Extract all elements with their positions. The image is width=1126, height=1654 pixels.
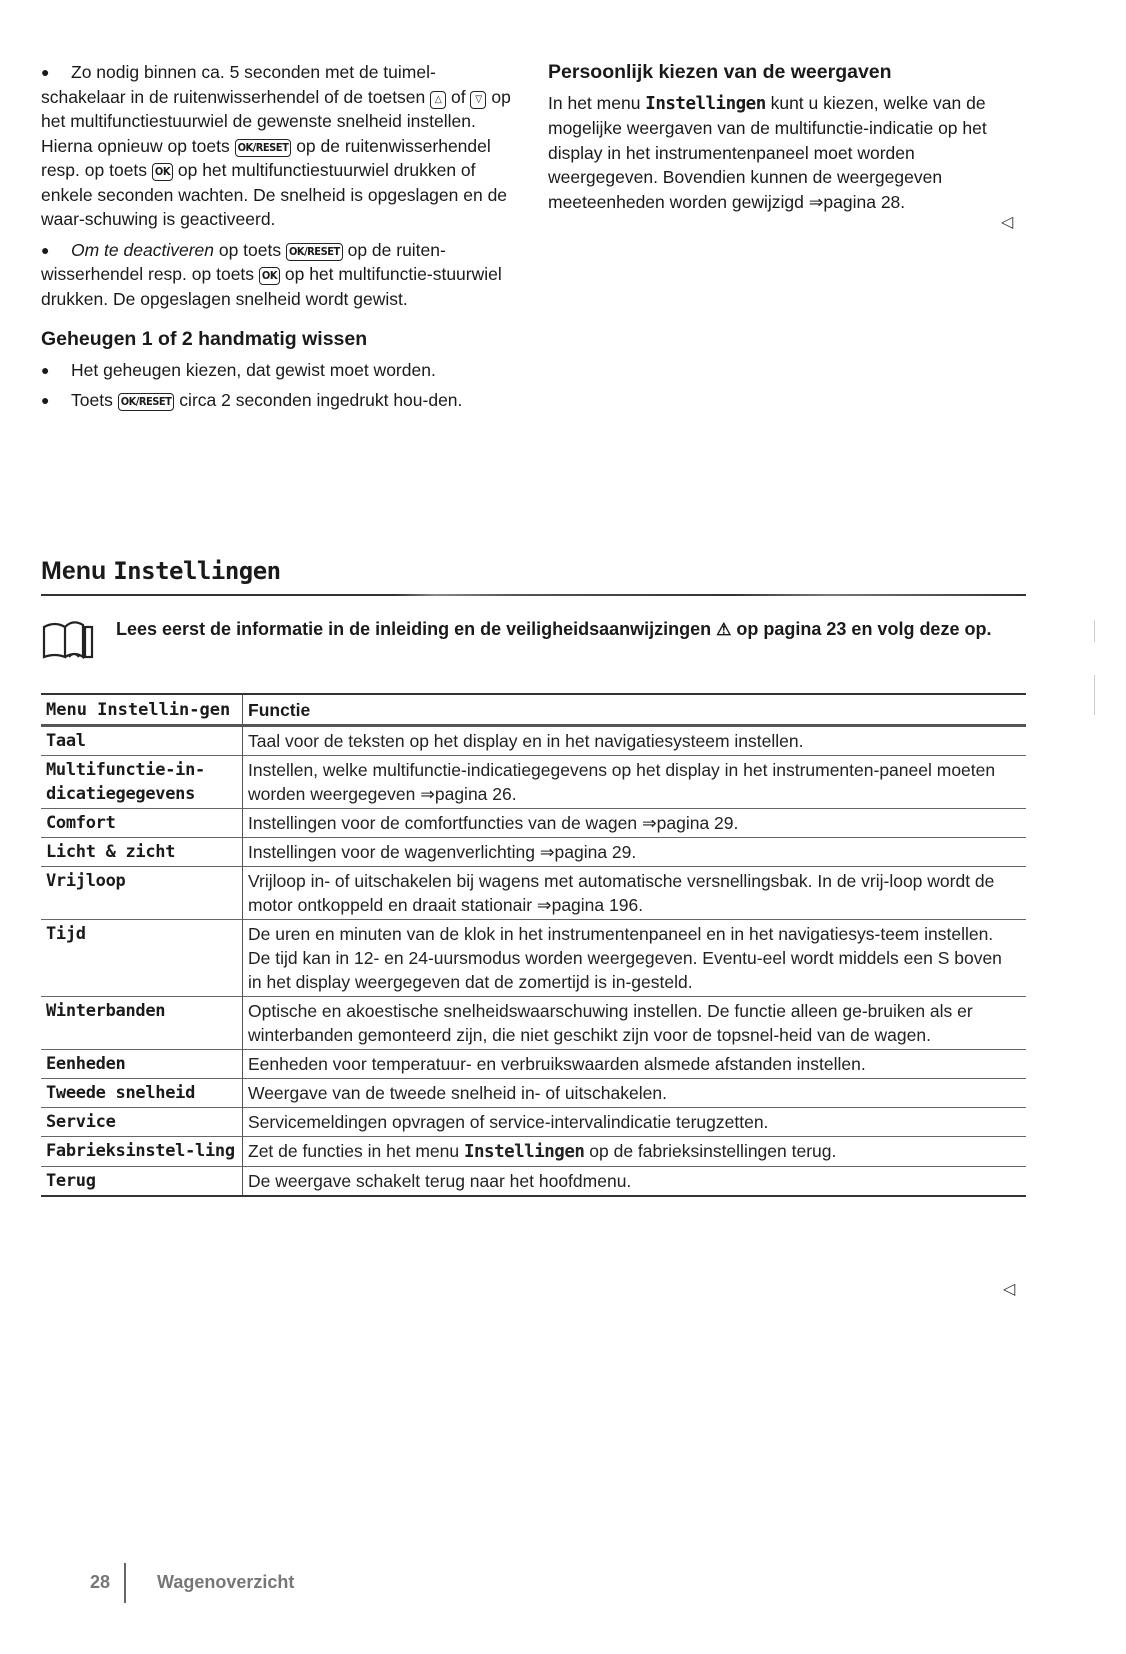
bullet-icon: ● [41,392,50,408]
menu-item-function: Optische en akoestische snelheidswaarschuwing instellen. De functie alleen ge-bruiken als er winterbanden gemonteerd zijn, die niet geschikt zijn voor de topsnel-heid van de wagen. [248,1001,973,1045]
menu-item-name: Multifunctie-in-dicatiegegevens [41,756,243,809]
bullet-icon: ● [41,241,50,258]
table-row [41,920,1026,997]
table-end-icon: ◁ [1003,1281,1016,1298]
menu-item-name: Vrijloop [41,867,243,920]
menu-item-function: Weergave van de tweede snelheid in- of uitschakelen. [248,1083,667,1103]
menu-item-function: Vrijloop in- of uitschakelen bij wagens met automatische versnellingsbak. In de vrij-loop wordt de motor ontkoppeld en draait stationair ⇒pagina 196. [248,871,995,915]
table-row [41,1167,1026,1197]
menu-item-function: De weergave schakelt terug naar het hoofdmenu. [248,1171,632,1191]
footer-divider [124,1563,126,1603]
column-header-function: Functie [248,699,311,720]
arrow-up-key-icon: △ [430,91,446,109]
menu-item-function: Instellingen voor de comfortfuncties van de wagen ⇒pagina 29. [248,813,739,833]
right-column [548,60,1018,214]
table-row [41,809,1026,838]
subheading-clear-memory: Geheugen 1 of 2 handmatig wissen [41,328,368,350]
menu-item-name: Winterbanden [41,997,243,1050]
ok-reset-key-icon: OK/RESET [235,139,292,157]
menu-item-name: Comfort [41,809,243,838]
table-row [41,867,1026,920]
settings-menu-table [41,693,1026,1197]
menu-item-function: Instellen, welke multifunctie-indicatiegegevens op het display in het instrumenten-paneel moeten worden weergegeven ⇒pagina 26. [248,760,996,804]
menu-item-name: Licht & zicht [41,838,243,867]
table-row [41,1079,1026,1108]
margin-mark [1094,675,1095,715]
table-row [41,756,1026,809]
bullet-deactivate: ● Om te deactiveren op toets OK/RESET op de ruiten-wisserhendel resp. op toets OK op het multifunctie-stuurwiel drukken. De opgeslagen snelheid wordt gewist. [41,239,502,309]
page-number: 28 [90,1572,111,1592]
column-header-menu: Menu Instellin-gen [41,694,243,726]
paragraph-personal-display: In het menu Instellingen kunt u kiezen, welke van de mogelijke weergaven van de multifunctie-indicatie op het display in het instrumentenpaneel moet worden weergegeven. Bovendien kunnen de weergegeven meeteenheden worden gewijzigd ⇒pagina 28. [548,92,987,212]
menu-item-name: Fabrieksinstel-ling [41,1137,243,1167]
menu-item-name: Tijd [41,920,243,997]
menu-item-name: Service [41,1108,243,1137]
bullet-icon: ● [41,361,50,378]
left-column [41,60,511,419]
section-divider [41,594,1026,596]
menu-item-name: Taal [41,726,243,756]
cross-reference-arrow-icon: ⇒ [808,191,824,212]
menu-item-function: Instellingen voor de wagenverlichting ⇒pagina 29. [248,842,637,862]
menu-item-function: Taal voor de teksten op het display en in het navigatiesysteem instellen. [248,731,804,751]
menu-item-function: Eenheden voor temperatuur- en verbruikswaarden alsmede afstanden instellen. [248,1054,866,1074]
table-row [41,1108,1026,1137]
arrow-down-key-icon: ▽ [470,91,486,109]
table-row [41,997,1026,1050]
menu-item-function: Zet de functies in het menu Instellingen op de fabrieksinstellingen terug. [248,1141,837,1162]
table-row [41,1050,1026,1079]
table-header-row [41,694,1026,726]
section-end-icon: ◁ [1001,214,1014,231]
bullet-icon: ● [41,64,50,80]
ok-key-icon: OK [259,267,280,285]
ok-reset-key-icon: OK/RESET [118,393,175,411]
subheading-personal-display: Persoonlijk kiezen van de weergaven [548,61,892,83]
chapter-title: Wagenoverzicht [157,1572,295,1592]
list-item: ● Toets OK/RESET circa 2 seconden ingedrukt hou-den. [41,388,511,413]
section-title: Menu Instellingen [41,557,281,585]
menu-item-name: Terug [41,1167,243,1197]
menu-item-function: De uren en minuten van de klok in het instrumentenpaneel en in het navigatiesys-teem instellen. De tijd kan in 12- en 24-uursmodus worden weergegeven. Eventu-eel wordt middels een S boven in het display weergegeven dat de zomertijd is in-gesteld. [248,924,1002,992]
menu-name-instellingen: Instellingen [645,93,766,114]
table-row [41,838,1026,867]
menu-item-function: Servicemeldingen opvragen of service-intervalindicatie terugzetten. [248,1112,769,1132]
menu-item-name: Eenheden [41,1050,243,1079]
warning-icon: ⚠ [716,620,732,639]
table-row [41,726,1026,756]
menu-item-name: Tweede snelheid [41,1079,243,1108]
table-row [41,1137,1026,1167]
list-item: ● Het geheugen kiezen, dat gewist moet worden. [41,358,511,383]
bullet-store-speed: ● Zo nodig binnen ca. 5 seconden met de tuimel-schakelaar in de ruitenwisserhendel of de toetsen △ of ▽ op het multifunctiestuurwiel de gewenste snelheid instellen. Hierna opnieuw op toets OK/RESET op de ruitenwisserhendel resp. op toets OK op het multifunctiestuurwiel drukken of enkele seconden wachten. De snelheid is opgeslagen en de waar-schuwing is geactiveerd. [41,62,511,229]
menu-name-instellingen: Instellingen [463,1142,585,1162]
ok-key-icon: OK [152,163,173,181]
ok-reset-key-icon: OK/RESET [286,243,343,261]
safety-note: Lees eerst de informatie in de inleiding en de veiligheidsaanwijzingen ⚠ op pagina 23 en volg deze op. [41,617,1031,642]
book-icon [41,617,97,661]
margin-mark [1094,620,1095,642]
page-link[interactable]: pagina 28. [823,191,906,212]
